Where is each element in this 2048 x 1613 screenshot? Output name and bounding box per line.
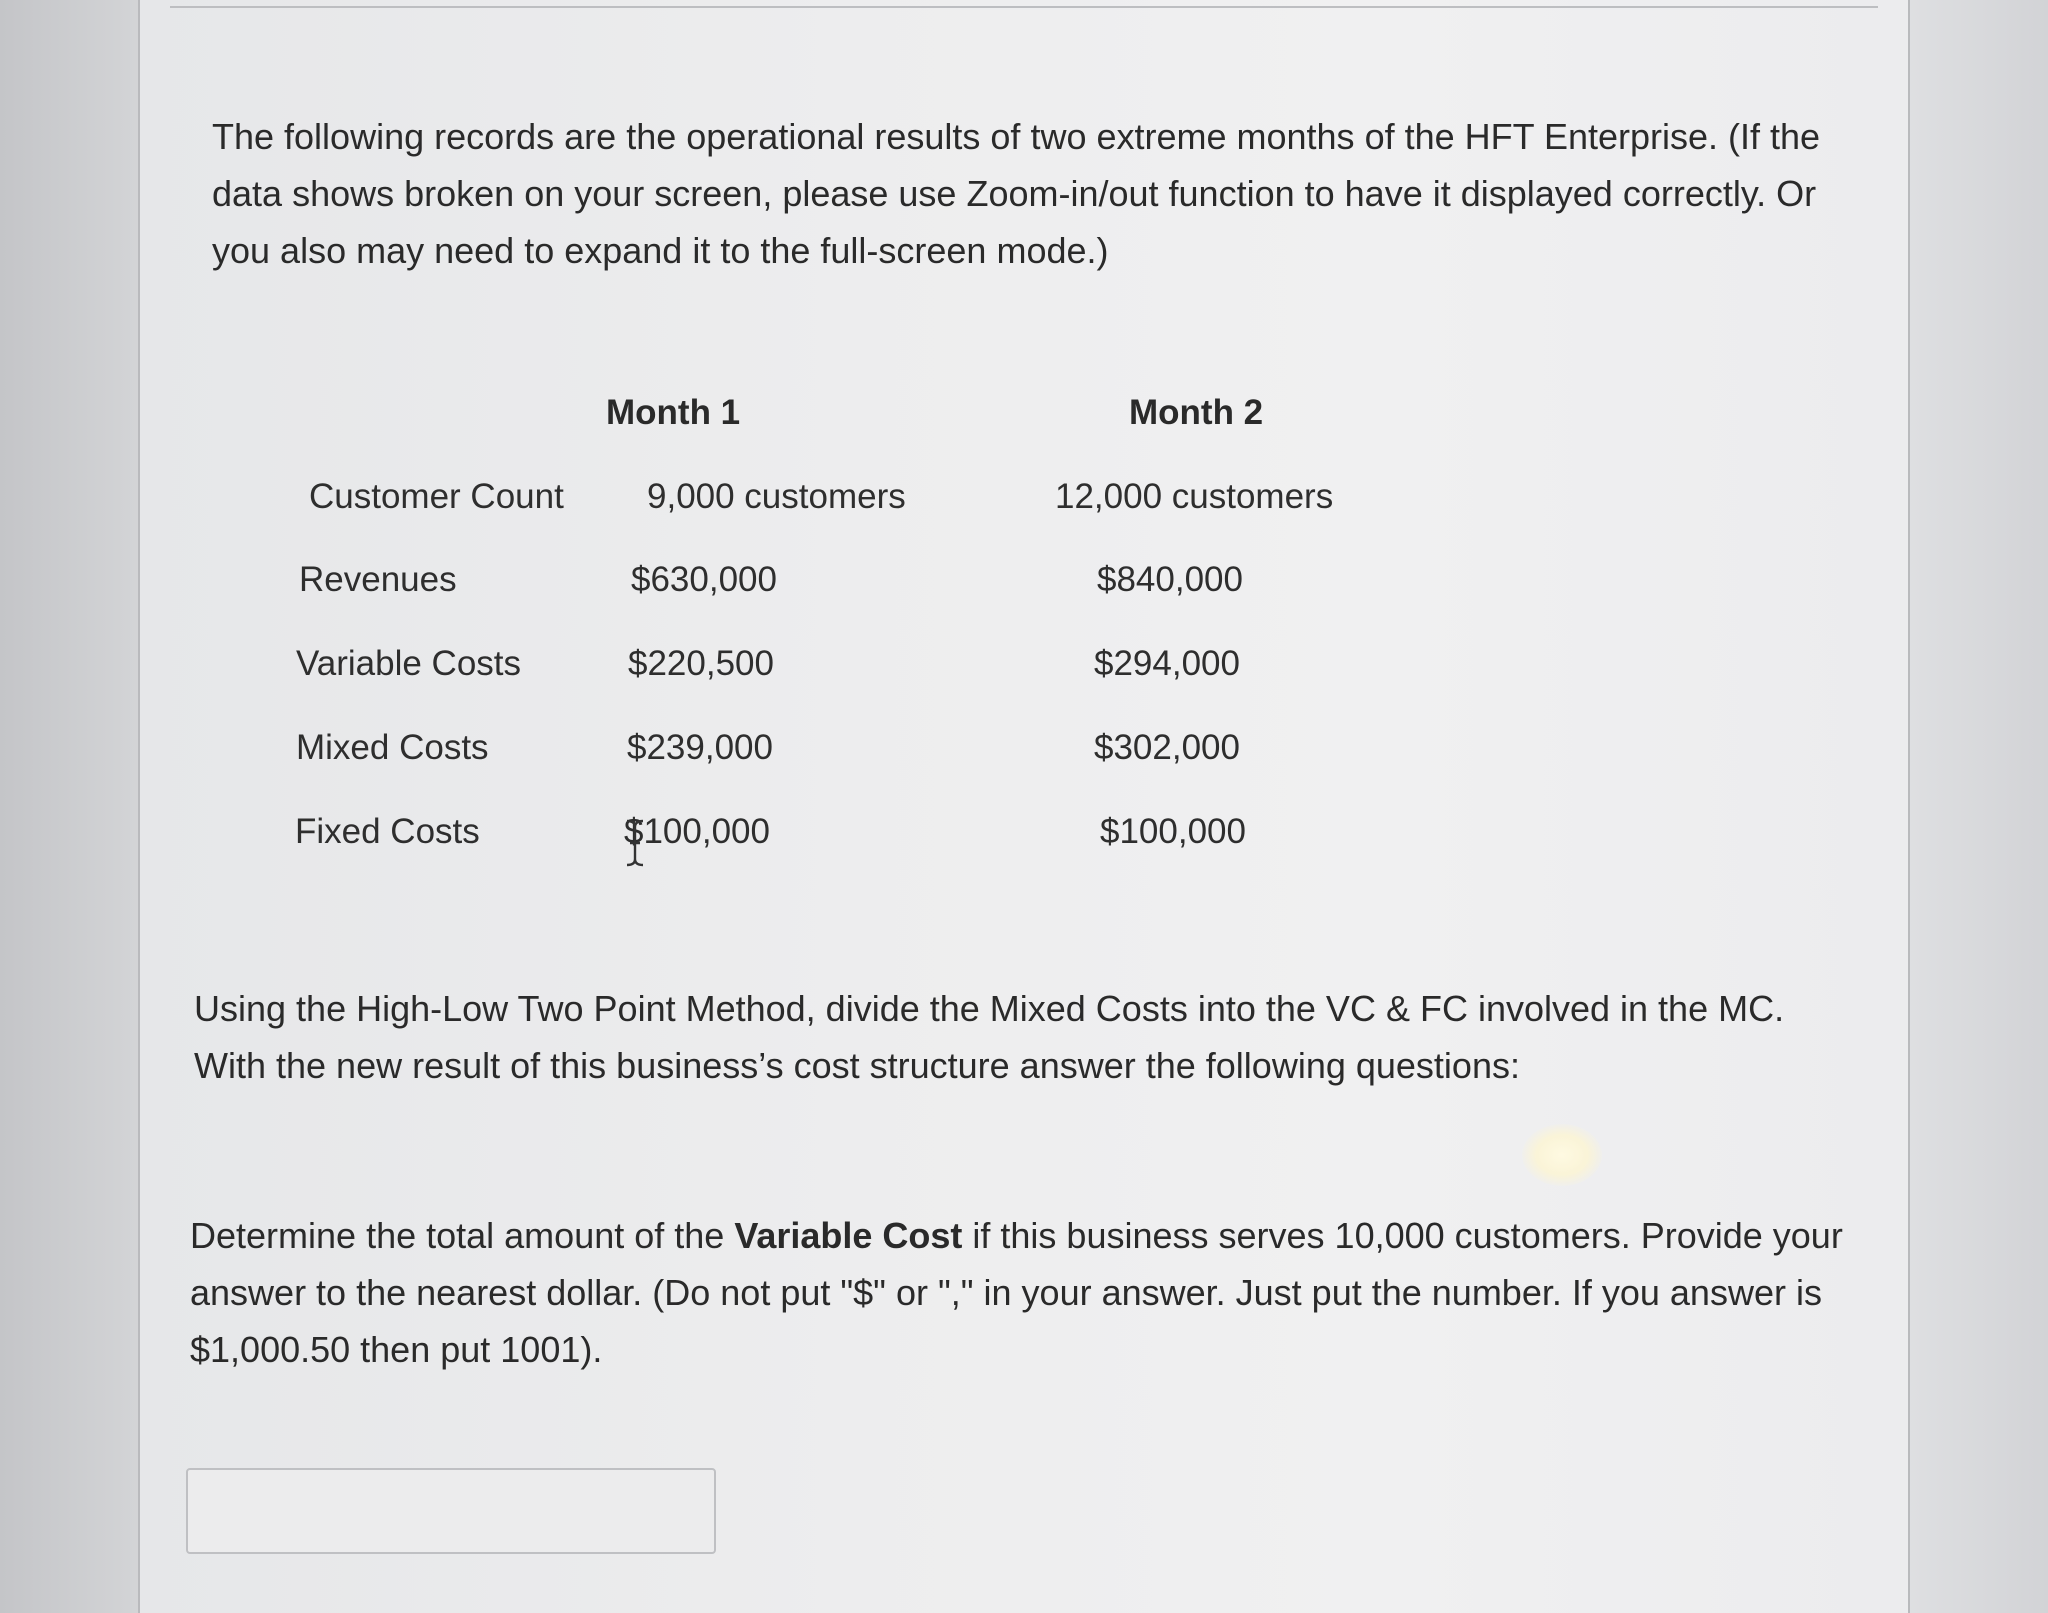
screen-glare bbox=[1522, 1124, 1602, 1186]
question-text-before: Determine the total amount of the bbox=[190, 1215, 735, 1256]
row-label-revenues: Revenues bbox=[299, 560, 457, 599]
method-instructions: Using the High-Low Two Point Method, divide the Mixed Costs into the VC & FC involved in the MC. With the new result of this business’s cost structure answer the following questions: bbox=[194, 988, 1785, 1086]
cell-fixed-costs-month-2: $100,000 bbox=[1100, 812, 1246, 851]
question-text-after: if this business serves 10,000 customers. Provide your answer to the nearest dollar. (Do not put "$" or "," in your answer. Just put the number. If you answer is $1,000.50 then put 1001). bbox=[190, 1215, 1843, 1370]
row-label-mixed-costs: Mixed Costs bbox=[296, 728, 489, 767]
question-emphasis: Variable Cost bbox=[734, 1215, 963, 1256]
text-cursor-icon bbox=[624, 818, 646, 868]
cell-fixed-costs-month-1: $100,000 bbox=[624, 812, 770, 851]
header-month-1: Month 1 bbox=[606, 393, 741, 432]
cell-customer-count-month-1: 9,000 customers bbox=[647, 477, 906, 516]
row-label-fixed-costs: Fixed Costs bbox=[295, 812, 480, 851]
cell-customer-count-month-2: 12,000 customers bbox=[1055, 477, 1334, 516]
cell-mixed-costs-month-1: $239,000 bbox=[627, 728, 773, 767]
header-month-2: Month 2 bbox=[1129, 393, 1264, 432]
row-label-customer-count: Customer Count bbox=[309, 477, 564, 516]
cell-revenues-month-2: $840,000 bbox=[1097, 560, 1243, 599]
cell-mixed-costs-month-2: $302,000 bbox=[1094, 728, 1240, 767]
cell-revenues-month-1: $630,000 bbox=[631, 560, 777, 599]
row-label-variable-costs: Variable Costs bbox=[296, 644, 522, 683]
intro-text: The following records are the operational results of two extreme months of the HFT Enterprise. (If the data shows broken on your screen, please use Zoom-in/out function to have it displayed correctly. Or you also may need to expand it to the full-screen mode.) bbox=[212, 116, 1821, 271]
cell-variable-costs-month-2: $294,000 bbox=[1094, 644, 1240, 683]
panel-divider bbox=[170, 6, 1878, 8]
answer-input[interactable] bbox=[186, 1468, 716, 1554]
question-text bbox=[190, 1207, 1870, 1378]
cell-variable-costs-month-1: $220,500 bbox=[628, 644, 774, 683]
